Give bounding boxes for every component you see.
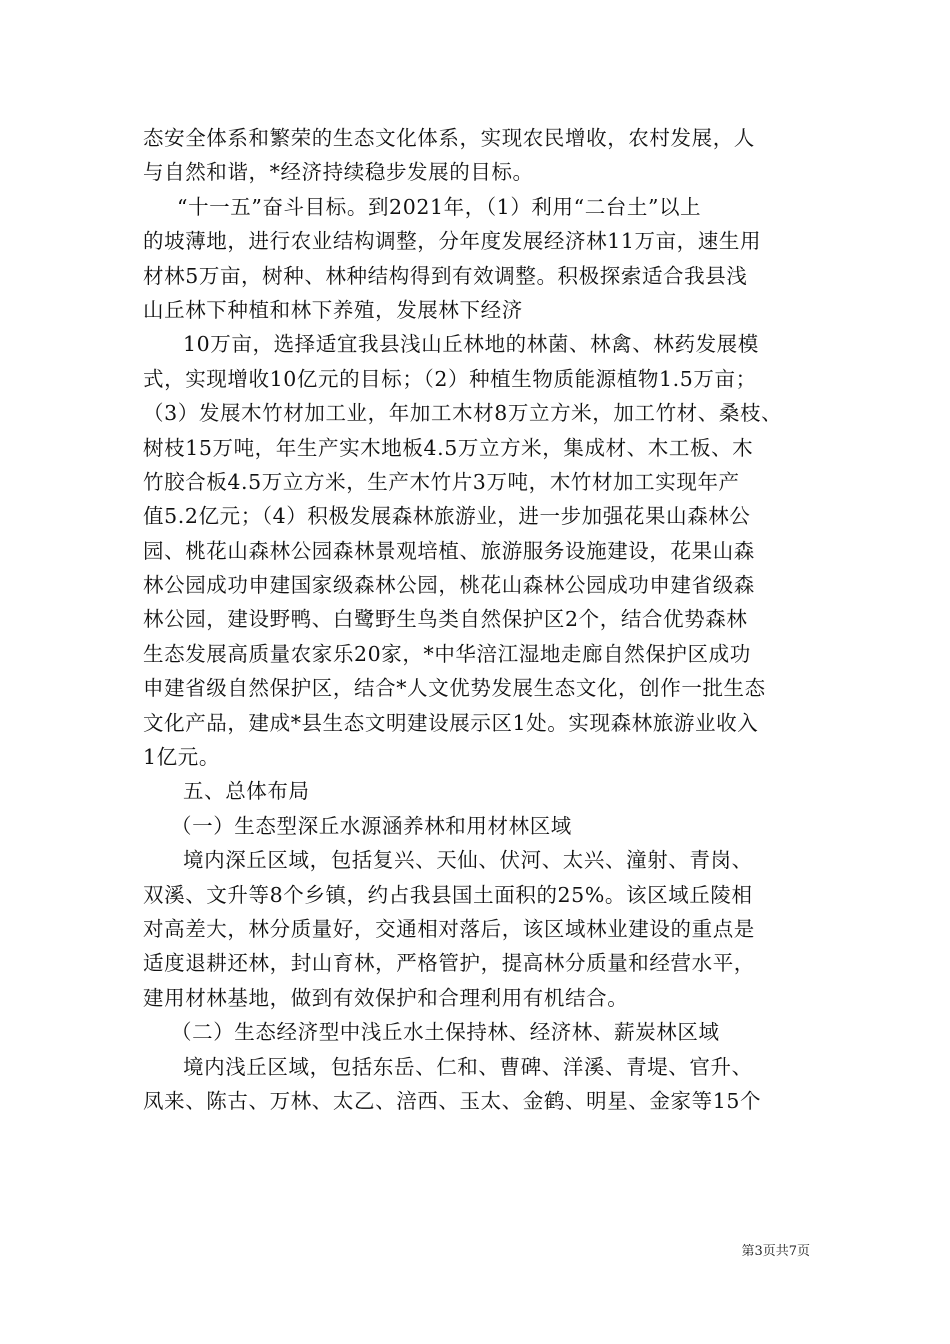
text-line: 凤来、陈古、万林、太乙、涪西、玉太、金鹤、明星、金家等15个 [143, 1088, 762, 1113]
text-line: 文化产品，建成*县生态文明建设展示区1处。实现森林旅游业收入 [143, 710, 759, 735]
text-line: （一）生态型深丘水源涵养林和用材林区域 [171, 813, 572, 838]
text-line: 的坡薄地，进行农业结构调整，分年度发展经济林11万亩，速生用 [143, 229, 762, 254]
body-text [143, 121, 823, 1118]
text-line: 材林5万亩，树种、林种结构得到有效调整。积极探索适合我县浅 [143, 263, 748, 288]
text-line: 树枝15万吨，年生产实木地板4.5万立方米，集成材、木工板、木 [143, 435, 754, 460]
text-line: （二）生态经济型中浅丘水土保持林、经济林、薪炭林区域 [171, 1020, 720, 1045]
text-line: 生态发展高质量农家乐20家，*中华涪江湿地走廊自然保护区成功 [143, 641, 751, 666]
text-line: 山丘林下种植和林下养殖，发展林下经济 [143, 297, 523, 322]
text-line: 与自然和谐，*经济持续稳步发展的目标。 [143, 160, 534, 185]
text-line: 竹胶合板4.5万立方米，生产木竹片3万吨，木竹材加工实现年产 [143, 469, 740, 494]
text-line: 境内浅丘区域，包括东岳、仁和、曹碑、洋溪、青堤、官升、 [183, 1054, 753, 1079]
text-line: 林公园成功申建国家级森林公园，桃花山森林公园成功申建省级森 [143, 573, 755, 598]
text-line: 值5.2亿元；（4）积极发展森林旅游业，进一步加强花果山森林公 [143, 504, 751, 529]
text-line: 态安全体系和繁荣的生态文化体系，实现农民增收，农村发展，人 [143, 126, 755, 150]
text-line: 10万亩，选择适宜我县浅山丘林地的林菌、林禽、林药发展模 [183, 332, 759, 357]
text-line: 五、总体布局 [183, 779, 310, 804]
text-line: 建用材林基地，做到有效保护和合理利用有机结合。 [143, 985, 629, 1010]
text-line: 双溪、文升等8个乡镇，约占我县国土面积的25%。该区域丘陵相 [143, 882, 753, 907]
text-line: 式，实现增收10亿元的目标；（2）种植生物质能源植物1.5万亩； [143, 366, 757, 391]
text-line: 园、桃花山森林公园森林景观培植、旅游服务设施建设，花果山森 [143, 538, 755, 563]
text-line: 林公园，建设野鸭、白鹭野生鸟类自然保护区2个，结合优势森林 [143, 607, 748, 632]
text-line: （3）发展木竹材加工业，年加工木材8万立方米，加工竹材、桑枝、 [143, 401, 783, 426]
text-line: 适度退耕还林，封山育林，严格管护，提高林分质量和经营水平， [143, 951, 755, 976]
text-line: 申建省级自然保护区，结合*人文优势发展生态文化，创作一批生态 [143, 676, 766, 701]
text-line: 境内深丘区域，包括复兴、天仙、伏河、太兴、潼射、青岗、 [183, 848, 753, 873]
page-number: 第3页共7页 [741, 1244, 810, 1259]
text-line: “十一五”奋斗目标。到2021年，（1）利用“二台土”以上 [177, 194, 702, 219]
text-line: 1亿元。 [143, 745, 220, 770]
text-line: 对高差大，林分质量好，交通相对落后，该区域林业建设的重点是 [143, 916, 755, 941]
